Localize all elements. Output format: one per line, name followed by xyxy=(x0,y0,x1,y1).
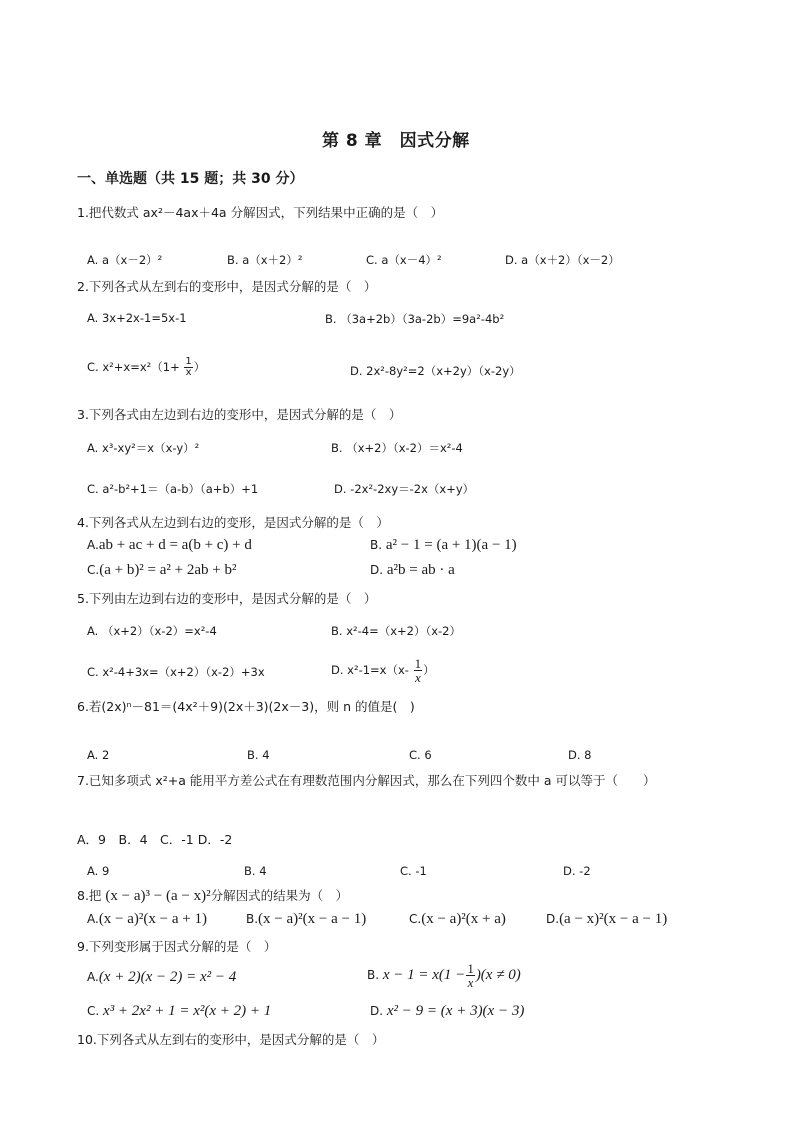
question-5-option-d-text: D. x²-1=x（x- xyxy=(331,663,413,677)
question-2-option-c-text: C. x²+x=x²（1+ xyxy=(87,360,184,374)
question-9-option-a[interactable] xyxy=(87,969,236,986)
question-6-option-d[interactable]: D. 8 xyxy=(568,748,592,762)
question-8-stem-prefix: 8.把 xyxy=(77,888,102,903)
question-5-option-c[interactable]: C. x²-4+3x=（x+2）（x-2）+3x xyxy=(87,665,265,679)
question-9-option-b[interactable] xyxy=(367,962,521,989)
question-5-stem: 5.下列由左边到右边的变形中，是因式分解的是（ ） xyxy=(77,591,377,606)
page-title: 第 8 章 因式分解 xyxy=(322,131,470,151)
question-7-option-a[interactable]: A. 9 xyxy=(87,864,110,878)
question-8-option-b-math: (x − a)²(x − a − 1) xyxy=(258,911,367,927)
question-8-option-d-math: (a − x)²(x − a − 1) xyxy=(559,911,668,927)
option-label: A. xyxy=(87,912,99,926)
question-9-option-a-math: (x + 2)(x − 2) = x² − 4 xyxy=(98,969,237,985)
option-label: A. xyxy=(87,538,99,552)
question-4-option-a-math: ab + ac + d = a(b + c) + d xyxy=(98,537,252,553)
question-6-option-b[interactable]: B. 4 xyxy=(247,748,270,762)
question-3-stem: 3.下列各式由左边到右边的变形中，是因式分解的是（ ） xyxy=(77,407,402,422)
question-5-option-a[interactable]: A. （x+2）（x-2）=x²-4 xyxy=(87,624,217,638)
option-label: A. xyxy=(87,970,99,984)
question-5-option-d-close: ） xyxy=(423,663,435,677)
option-label: B. xyxy=(246,912,259,926)
question-8-option-c[interactable] xyxy=(409,911,506,928)
question-2-stem: 2.下列各式从左到右的变形中，是因式分解的是（ ） xyxy=(77,279,377,294)
question-4-stem: 4.下列各式从左边到右边的变形，是因式分解的是（ ） xyxy=(77,515,389,530)
option-label: B. xyxy=(370,538,383,552)
option-label: C. xyxy=(409,912,422,926)
fraction-denominator: x xyxy=(414,670,421,685)
question-8-stem xyxy=(77,886,348,905)
question-9-option-c[interactable] xyxy=(87,1003,271,1020)
question-6-option-a[interactable]: A. 2 xyxy=(87,748,110,762)
question-8-option-c-math: (x − a)²(x + a) xyxy=(421,911,506,927)
question-2-option-c-close: ） xyxy=(193,360,206,374)
fraction-denominator: x xyxy=(185,367,192,378)
question-8-option-b[interactable] xyxy=(246,911,366,928)
question-6-stem: 6.若(2x)ⁿ－81＝(4x²＋9)(2x＋3)(2x－3)，则 n 的值是( ) xyxy=(77,699,415,714)
question-5-option-d[interactable] xyxy=(331,657,435,684)
question-4-option-c[interactable] xyxy=(87,562,237,579)
question-9-option-d-math: x² − 9 = (x + 3)(x − 3) xyxy=(386,1003,525,1019)
question-9-option-d[interactable] xyxy=(370,1003,524,1020)
fraction-denominator: x xyxy=(467,975,474,990)
question-4-option-b-math: a² − 1 = (a + 1)(a − 1) xyxy=(385,537,517,553)
question-1-stem: 1.把代数式 ax²－4ax＋4a 分解因式，下列结果中正确的是（ ） xyxy=(77,205,444,220)
question-8-option-a-math: (x − a)²(x − a + 1) xyxy=(98,911,207,927)
option-label: D. xyxy=(546,912,560,926)
fraction-numerator: 1 xyxy=(414,656,422,671)
question-10-stem: 10.下列各式从左到右的变形中，是因式分解的是（ ） xyxy=(77,1032,385,1047)
question-2-option-c[interactable] xyxy=(87,357,205,378)
question-7-stem: 7.已知多项式 x²+a 能用平方差公式在有理数范围内分解因式，那么在下列四个数中 a 可以等于（ ） xyxy=(77,773,656,788)
question-4-option-d-math: a²b = ab · a xyxy=(386,562,455,578)
question-2-option-b[interactable]: B. （3a+2b）（3a-2b）=9a²-4b² xyxy=(325,312,505,326)
question-3-option-a[interactable]: A. x³-xy²＝x（x-y）² xyxy=(87,441,200,455)
fraction-numerator: 1 xyxy=(467,961,474,976)
question-8-stem-suffix: 分解因式的结果为（ ） xyxy=(210,888,349,903)
question-2-option-d[interactable]: D. 2x²-8y²=2（x+2y）（x-2y） xyxy=(350,364,521,378)
question-3-option-c[interactable]: C. a²-b²+1＝（a-b）（a+b）+1 xyxy=(87,482,259,496)
question-1-option-d[interactable]: D. a（x＋2）（x－2） xyxy=(505,253,620,267)
section-heading: 一、单选题（共 15 题；共 30 分） xyxy=(77,171,304,187)
question-4-option-b[interactable] xyxy=(370,537,517,554)
question-6-option-c[interactable]: C. 6 xyxy=(409,748,432,762)
question-4-option-d[interactable] xyxy=(370,562,455,579)
question-8-stem-math: (x − a)³ − (a − x)² xyxy=(105,888,211,904)
question-9-option-c-math: x³ + 2x² + 1 = x²(x + 2) + 1 xyxy=(103,1003,272,1019)
question-3-option-d[interactable]: D. -2x²-2xy＝-2x（x+y） xyxy=(334,482,475,496)
option-label: D. xyxy=(370,1004,384,1018)
question-7-option-d[interactable]: D. -2 xyxy=(563,864,591,878)
question-9-option-b-fraction xyxy=(466,962,475,989)
question-9-option-b-math-left: x − 1 = x(1 − xyxy=(382,967,466,983)
fraction-numerator: 1 xyxy=(185,356,192,367)
question-1-option-a[interactable]: A. a（x－2）² xyxy=(87,253,163,267)
question-5-option-b[interactable]: B. x²-4=（x+2）（x-2） xyxy=(331,624,461,638)
question-8-option-a[interactable] xyxy=(87,911,207,928)
question-2-option-c-fraction xyxy=(184,357,192,378)
option-label: B. xyxy=(367,968,380,982)
question-9-option-b-math-right: )(x ≠ 0) xyxy=(475,967,521,983)
question-3-option-b[interactable]: B. （x+2）（x-2）＝x²-4 xyxy=(331,441,463,455)
question-1-option-c[interactable]: C. a（x－4）² xyxy=(366,253,442,267)
question-7-option-b[interactable]: B. 4 xyxy=(244,864,267,878)
question-7-option-c[interactable]: C. -1 xyxy=(400,864,427,878)
question-9-stem: 9.下列变形属于因式分解的是（ ） xyxy=(77,939,277,954)
question-8-option-d[interactable] xyxy=(546,911,667,928)
question-7-inline-options: A．9 B．4 C．-1 D．-2 xyxy=(77,832,233,847)
option-label: C. xyxy=(87,1004,100,1018)
question-5-option-d-fraction xyxy=(414,657,423,684)
question-2-option-a[interactable]: A. 3x+2x-1=5x-1 xyxy=(87,311,187,325)
question-1-option-b[interactable]: B. a（x＋2）² xyxy=(227,253,303,267)
option-label: D. xyxy=(370,563,384,577)
option-label: C. xyxy=(87,563,100,577)
question-4-option-c-math: (a + b)² = a² + 2ab + b² xyxy=(99,562,237,578)
question-4-option-a[interactable] xyxy=(87,537,252,554)
